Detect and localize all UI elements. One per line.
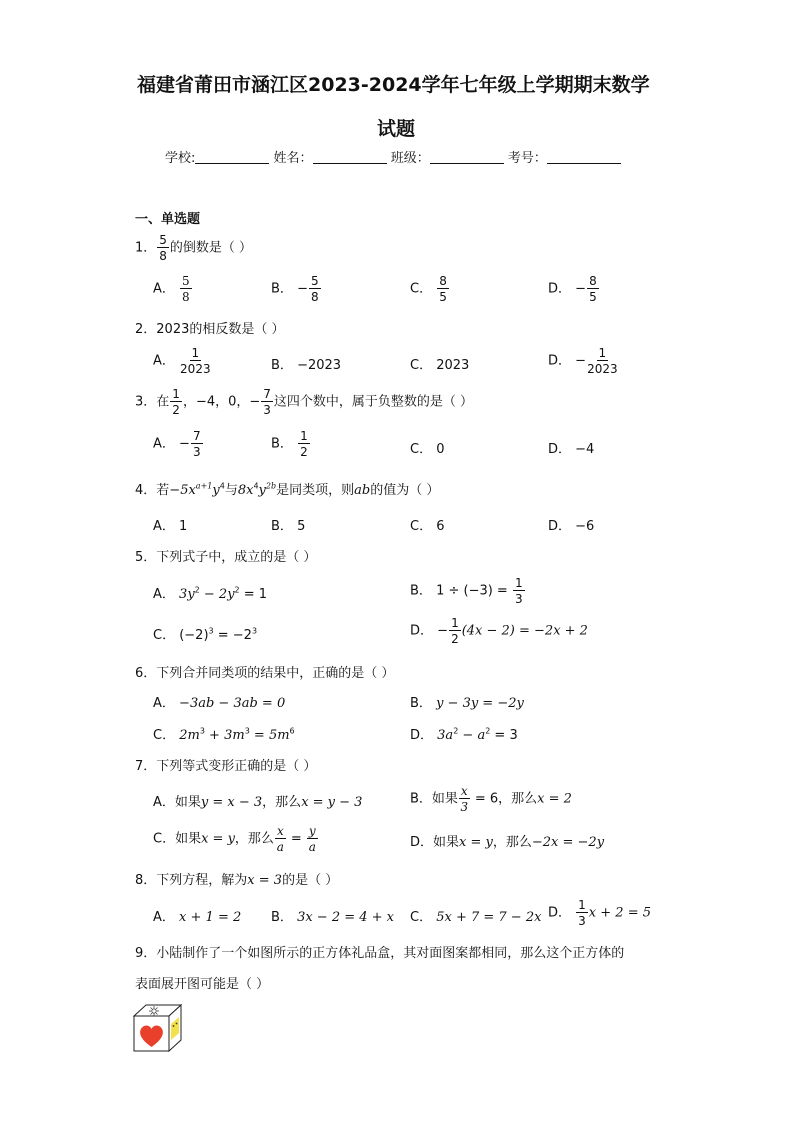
section-heading: 一、单选题 [135, 212, 201, 227]
question-8: 8．下列方程，解为x = 3的是（ ） [135, 873, 339, 888]
q3-option-a[interactable]: A． − $\frac{7}{3}$ [153, 429, 201, 459]
q5-option-a[interactable]: A． $3y^2 - 2y^2 = 1$ [153, 585, 268, 602]
question-2: 2．2023的相反数是（ ） [135, 322, 285, 337]
q1-option-a[interactable]: A． $\frac{5}{8}$ [153, 274, 190, 304]
q8-option-a[interactable]: A． x + 1 = 2 [153, 910, 242, 925]
page-title: 福建省莆田市涵江区2023-2024学年七年级上学期期末数学 [137, 74, 650, 96]
q4-option-d[interactable]: D． −6 [548, 519, 595, 534]
q6-option-c[interactable]: C． $2m^3 + 3m^3 = 5m^6$ [153, 726, 295, 743]
q6-option-a[interactable]: A． −3ab − 3ab = 0 [153, 696, 286, 711]
q6-option-b[interactable]: B． y − 3y = −2y [410, 696, 524, 711]
class-label: 班级： [390, 151, 430, 166]
student-info-row [165, 147, 621, 166]
exam-no-label: 考号： [507, 151, 547, 166]
gift-box-cube-figure [130, 1002, 186, 1056]
exam-no-blank[interactable] [547, 151, 621, 164]
page-title-line2: 试题 [377, 118, 416, 140]
q7-option-d[interactable]: D．如果x = y，那么−2x = −2y [410, 835, 605, 850]
school-label: 学校: [165, 151, 196, 166]
name-blank[interactable] [313, 151, 387, 164]
question-4: 4．若$-5x^{a+1}y^4$与$8x^4y^{2b}$是同类项，则ab的值为（ ） [135, 481, 440, 498]
q5-option-c[interactable]: C． $(-2)^3 = -2^3$ [153, 626, 258, 643]
q6-option-d[interactable]: D． $3a^2 - a^2 = 3$ [410, 726, 518, 743]
class-blank[interactable] [430, 151, 504, 164]
q8-option-d[interactable]: D． $\frac{1}{3}$ x + 2 = 5 [548, 898, 651, 928]
q1-option-b[interactable]: B． − $\frac{5}{8}$ [271, 274, 319, 304]
q7-option-c[interactable]: C．如果x = y，那么 $\frac{x}{a}$ = $\frac{y}{a}$ [153, 824, 316, 854]
question-6: 6．下列合并同类项的结果中，正确的是（ ） [135, 666, 395, 681]
q4-option-c[interactable]: C． 6 [410, 519, 445, 534]
q2-option-b[interactable]: B． −2023 [271, 358, 342, 373]
q7-option-b[interactable]: B．如果 $\frac{x}{3}$ = 6，那么x = 2 [410, 784, 572, 814]
q3-option-d[interactable]: D． −4 [548, 442, 595, 457]
question-1: 1． $\frac{5}{8}$ 的倒数是（ ） [135, 233, 253, 263]
question-9-line2: 表面展开图可能是（ ） [135, 977, 270, 992]
q2-option-c[interactable]: C． 2023 [410, 358, 470, 373]
question-3: 3．在 $\frac{1}{2}$ ，−4，0，− $\frac{7}{3}$ 这四个数中，属于负整数的是（ ） [135, 387, 474, 417]
q3-option-b[interactable]: B． $\frac{1}{2}$ [271, 429, 308, 459]
school-blank[interactable] [195, 151, 269, 164]
q1-option-d[interactable]: D． − $\frac{8}{5}$ [548, 274, 597, 304]
question-7: 7．下列等式变形正确的是（ ） [135, 759, 317, 774]
question-9: 9．小陆制作了一个如图所示的正方体礼品盒，其对面图案都相同，那么这个正方体的 [135, 946, 625, 961]
question-5: 5．下列式子中，成立的是（ ） [135, 550, 317, 565]
q4-option-a[interactable]: A． 1 [153, 519, 188, 534]
name-label: 姓名： [273, 151, 313, 166]
q5-option-b[interactable]: B． 1 ÷ (−3) = $\frac{1}{3}$ [410, 576, 523, 606]
q3-option-c[interactable]: C． 0 [410, 442, 445, 457]
q1-option-c[interactable]: C． $\frac{8}{5}$ [410, 274, 447, 304]
q8-option-c[interactable]: C． 5x + 7 = 7 − 2x [410, 910, 542, 925]
q2-option-d[interactable]: D． − $\frac{1}{2023}$ [548, 346, 618, 376]
q8-option-b[interactable]: B． 3x − 2 = 4 + x [271, 910, 395, 925]
q4-option-b[interactable]: B． 5 [271, 519, 306, 534]
q2-option-a[interactable]: A． $\frac{1}{2023}$ [153, 346, 211, 376]
q5-option-d[interactable]: D． − $\frac{1}{2}$ (4x − 2) = −2x + 2 [410, 616, 588, 646]
q7-option-a[interactable]: A．如果y = x − 3，那么x = y − 3 [153, 795, 363, 810]
